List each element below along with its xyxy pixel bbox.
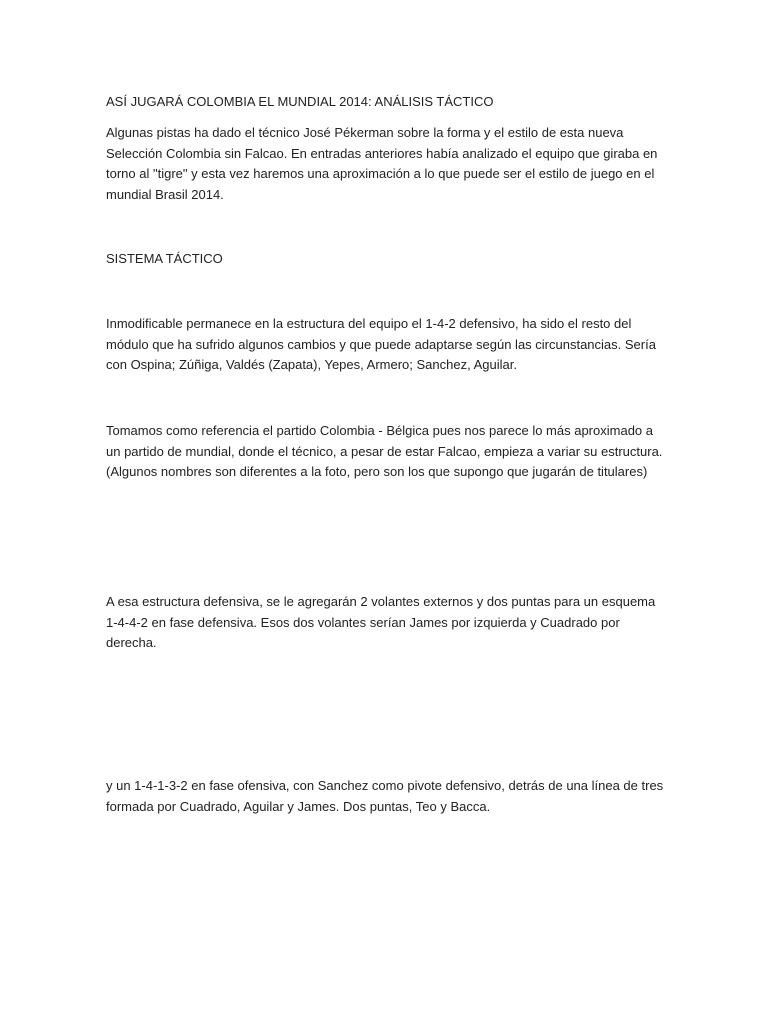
document-title: ASÍ JUGARÁ COLOMBIA EL MUNDIAL 2014: ANÁLISIS TÁCTICO — [106, 94, 494, 109]
intro-paragraph: Algunas pistas ha dado el técnico José Pékerman sobre la forma y el estilo de esta nueva Selección Colombia sin Falcao. En entradas anteriores había analizado el equipo que giraba en torno al "tigre" y esta vez haremos una aproximación a lo que puede ser el estilo de juego en el mundial Brasil 2014. — [106, 125, 658, 202]
reference-paragraph: Tomamos como referencia el partido Colombia - Bélgica pues nos parece lo más aproximado a un partido de mundial, donde el técnico, a pesar de estar Falcao, empieza a variar su estructura. (Algunos nombres son diferentes a la foto, pero son los que supongo que jugarán de titulares) — [106, 423, 663, 479]
defensive-phase-paragraph: A esa estructura defensiva, se le agregarán 2 volantes externos y dos puntas para un esquema 1-4-4-2 en fase defensiva. Esos dos volantes serían James por izquierda y Cuadrado por derecha. — [106, 594, 656, 650]
offensive-phase-paragraph: y un 1-4-1-3-2 en fase ofensiva, con Sanchez como pivote defensivo, detrás de una línea de tres formada por Cuadrado, Aguilar y James. Dos puntas, Teo y Bacca. — [106, 778, 664, 814]
structure-paragraph: Inmodificable permanece en la estructura del equipo el 1-4-2 defensivo, ha sido el resto del módulo que ha sufrido algunos cambios y que puede adaptarse según las circunstancias. Sería con Ospina; Zúñiga, Valdés (Zapata), Yepes, Armero; Sanchez, Aguilar. — [106, 316, 656, 372]
section-heading: SISTEMA TÁCTICO — [106, 251, 223, 266]
